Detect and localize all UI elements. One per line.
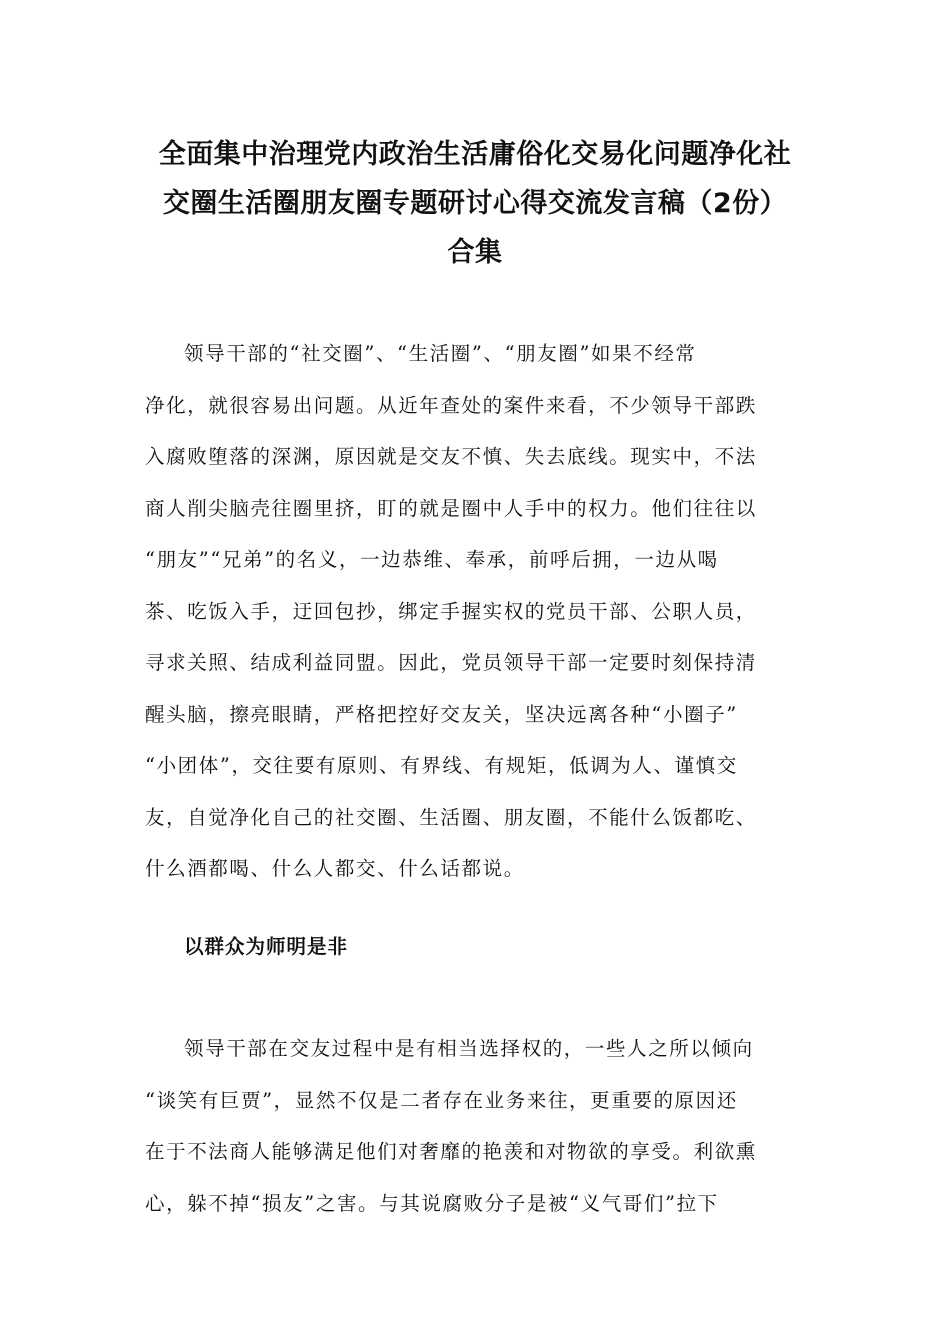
title-line: 全面集中治理党内政治生活庸俗化交易化问题净化社	[158, 139, 792, 170]
document-title	[140, 130, 810, 277]
paragraph-line: 寻求关照、结成利益同盟。因此，党员领导干部一定要时刻保持清	[145, 651, 757, 674]
paragraph-line: 领导干部在交友过程中是有相当选择权的，一些人之所以倾向	[184, 1037, 754, 1060]
paragraph-line: 在于不法商人能够满足他们对奢靡的艳羡和对物欲的享受。利欲熏	[145, 1140, 757, 1163]
paragraph-line: “谈笑有巨贾”，显然不仅是二者存在业务来往，更重要的原因还	[145, 1088, 738, 1112]
section-heading: 以群众为师明是非	[184, 935, 349, 958]
body-paragraph-2	[145, 1023, 805, 1229]
title-line: 合集	[447, 237, 503, 268]
paragraph-line: 友，自觉净化自己的社交圈、生活圈、朋友圈，不能什么饭都吃、	[145, 805, 757, 829]
paragraph-line: 净化，就很容易出问题。从近年查处的案件来看，不少领导干部跌	[145, 393, 757, 417]
paragraph-line: 入腐败堕落的深渊，原因就是交友不慎、失去底线。现实中，不法	[145, 445, 757, 468]
paragraph-line: 商人削尖脑壳往圈里挤，盯的就是圈中人手中的权力。他们往往以	[145, 496, 757, 520]
body-paragraph-1	[145, 328, 805, 895]
paragraph-line: “朋友”“兄弟”的名义，一边恭维、奉承，前呼后拥，一边从喝	[145, 548, 719, 571]
paragraph-line: 领导干部的“社交圈”、“生活圈”、“朋友圈”如果不经常	[184, 342, 697, 365]
paragraph-line: “小团体”，交往要有原则、有界线、有规矩，低调为人、谨慎交	[145, 754, 738, 777]
paragraph-line: 心，躲不掉“损友”之害。与其说腐败分子是被“义气哥们”拉下	[145, 1191, 719, 1215]
title-line: 交圈生活圈朋友圈专题研讨心得交流发言稿（2份）	[162, 188, 788, 219]
paragraph-line: 什么酒都喝、什么人都交、什么话都说。	[145, 857, 525, 880]
paragraph-line: 茶、吃饭入手，迂回包抄，绑定手握实权的党员干部、公职人员，	[145, 599, 757, 623]
paragraph-line: 醒头脑，擦亮眼睛，严格把控好交友关，坚决远离各种“小圈子”	[145, 702, 738, 726]
